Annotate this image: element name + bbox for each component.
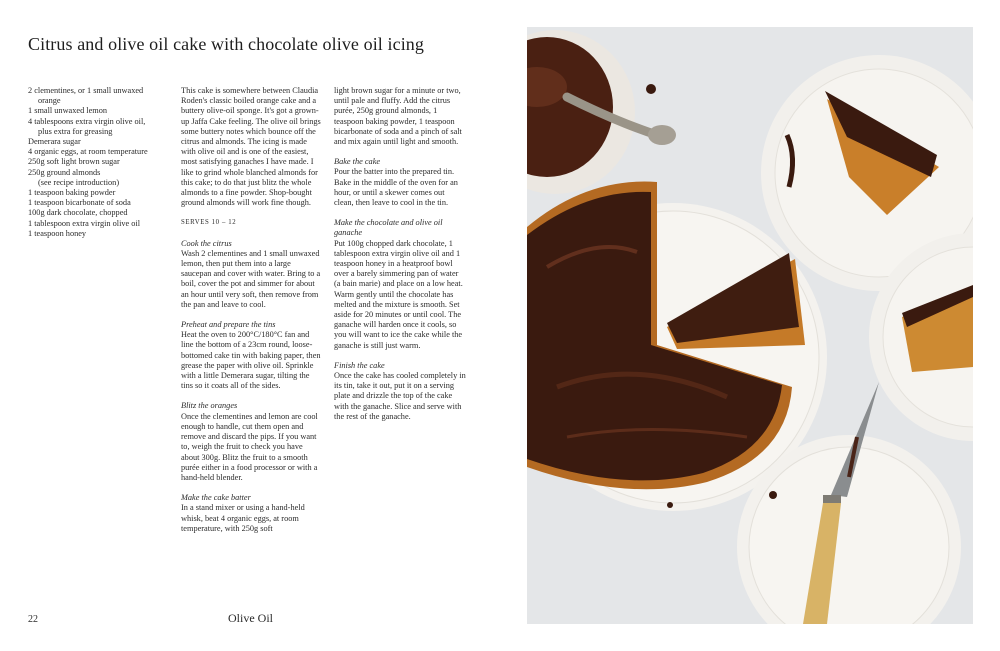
ingredient-item: 1 small unwaxed lemon xyxy=(28,106,108,116)
ingredient-item: (see recipe introduction) xyxy=(38,177,120,187)
ingredient-item: 1 teaspoon baking powder xyxy=(28,188,116,198)
ingredient-item: 1 teaspoon bicarbonate of soda xyxy=(28,198,131,208)
method-column-1 xyxy=(181,86,323,544)
running-footer: Olive Oil xyxy=(228,611,273,625)
step-body: Heat the oven to 200°C/180°C fan and line the bottom of a 23cm round, loose-bottomed cake tin with baking paper, then grease the paper with olive oil. Sprinkle with a little Demerara sugar, tilting the tins so it coats all of the sides. xyxy=(181,330,321,391)
serves-line: SERVES 10 – 12 xyxy=(181,219,237,227)
step-body: Pour the batter into the prepared tin. Bake in the middle of the oven for an hour, or until a skewer comes out clean, then leave to cool in the tin. xyxy=(334,167,458,208)
step-body: In a stand mixer or using a hand-held whisk, beat 4 organic eggs, at room temperature, with 250g soft xyxy=(181,503,305,533)
ingredient-item: 250g ground almonds xyxy=(28,167,101,177)
step-body: Put 100g chopped dark chocolate, 1 tablespoon extra virgin olive oil and 1 teaspoon honey in a heatproof bowl over a barely simmering pan of water (a bain marie) and place on a low heat. Warm gently until the chocolate has melted and the mixture is smooth. Set aside for 20 minutes or until cool. The ganache will harden once it cools, so you will want to ice the cake while the ganache is still just warm. xyxy=(334,238,463,350)
step-heading: Make the chocolate and olive oil ganache xyxy=(334,218,443,238)
step-heading: Finish the cake xyxy=(334,360,385,370)
step-heading: Make the cake batter xyxy=(181,493,251,503)
step-body: Once the cake has cooled completely in its tin, take it out, put it on a serving plate and drizzle the top of the cake with the ganache. Slice and serve with the rest of the ganache. xyxy=(334,371,466,421)
ingredient-item: 4 tablespoons extra virgin olive oil, plus extra for greasing xyxy=(28,116,146,136)
recipe-intro: This cake is somewhere between Claudia Roden's classic boiled orange cake and a buttery olive-oil sponge. It's got a grown-up Jaffa Cake feeling. The olive oil brings some buttery notes which bounce off the citrus and almonds. The icing is made with olive oil and is one of the easiest, most satisfying ganaches I have made. I like to grind whole blanched almonds for this cake; to do that just blitz the whole almonds to a fine powder. Shop-bought ground almonds will work fine though. xyxy=(181,86,321,208)
step-heading: Preheat and prepare the tins xyxy=(181,320,276,330)
page-number: 22 xyxy=(28,614,38,625)
step-heading: Blitz the oranges xyxy=(181,401,238,411)
ingredients-column xyxy=(28,86,156,239)
recipe-title: Citrus and olive oil cake with chocolate olive oil icing xyxy=(28,34,425,54)
ingredient-item: 4 organic eggs, at room temperature xyxy=(28,147,148,157)
step-heading: Cook the citrus xyxy=(181,238,232,248)
ingredient-item: 1 tablespoon extra virgin olive oil xyxy=(28,218,141,228)
step-body-continued: light brown sugar for a minute or two, until pale and fluffy. Add the citrus purée, 250g ground almonds, 1 teaspoon baking powder, 1 teaspoon bicarbonate of soda and a pinch of salt and mix again until light and smooth. xyxy=(334,86,462,147)
ingredients-list xyxy=(28,86,156,239)
cake-photo-illustration xyxy=(527,27,973,624)
step-body: Wash 2 clementines and 1 small unwaxed lemon, then put them into a large saucepan and cover with water. Bring to a boil, cover the pot and simmer for about an hour until very soft, then remove from the pan and leave to cool. xyxy=(181,248,321,309)
step-heading: Bake the cake xyxy=(334,157,381,167)
method-column-2 xyxy=(334,86,466,432)
ingredient-item: Demerara sugar xyxy=(28,137,81,147)
step-body: Once the clementines and lemon are cool enough to handle, cut them open and remove and discard the pips. If you want to, weigh the fruit to check you have about 300g. Blitz the fruit to a smooth purée either in a food processor or with a hand-held blender. xyxy=(181,411,318,482)
ingredient-item: 1 teaspoon honey xyxy=(28,228,87,238)
cake-photo xyxy=(527,27,973,624)
ingredient-item: 2 clementines, or 1 small unwaxed orange xyxy=(28,86,144,106)
ingredient-item: 250g soft light brown sugar xyxy=(28,157,120,167)
ingredient-item: 100g dark chocolate, chopped xyxy=(28,208,128,218)
